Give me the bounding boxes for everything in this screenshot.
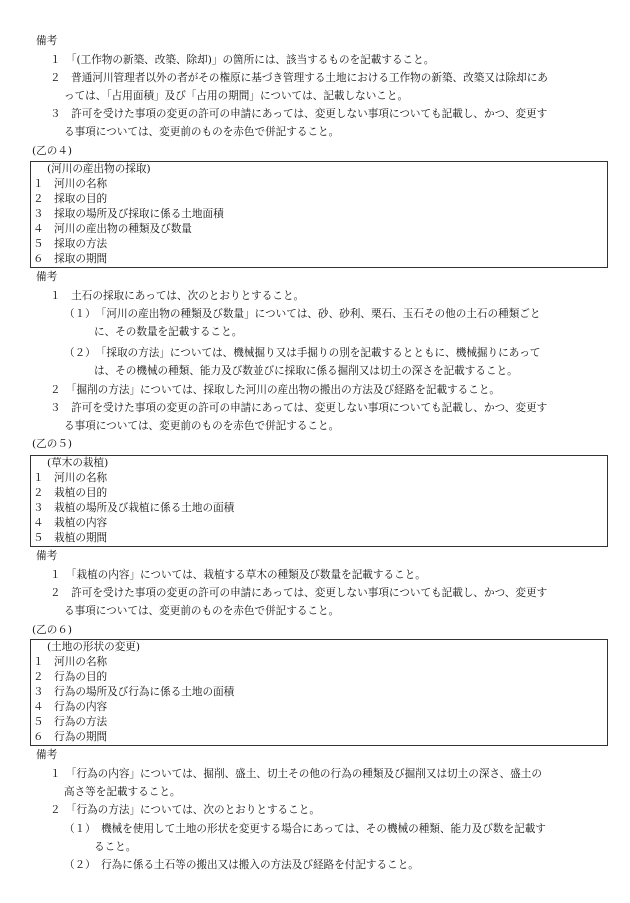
box-item-1: １ 河川の名称 bbox=[33, 656, 108, 668]
note-3-line-2: る事項については、変更前のものを赤色で併記すること。 bbox=[64, 420, 340, 432]
form-box-planting bbox=[30, 455, 608, 547]
section-label-otsu-5: (乙の５) bbox=[32, 438, 73, 450]
note-2-line-2: っては、「占用面積」及び「占用の期間」については、記載しないこと。 bbox=[64, 90, 409, 102]
box-item-4: ４ 河川の産出物の種類及び数量 bbox=[33, 223, 192, 235]
note-2-line-2: る事項については、変更前のものを赤色で併記すること。 bbox=[64, 605, 340, 617]
subnote-2-line-2: は、その機械の種類、能力及び数並びに採取に係る掘削又は切土の深さを記載すること。 bbox=[94, 365, 518, 377]
note-1: １ 「栽植の内容」については、栽植する草木の種類及び数量を記載すること。 bbox=[50, 569, 426, 581]
subnote-1-line-1: （１） 「河川の産出物の種類及び数量」については、砂、砂利、栗石、玉石その他の土石の種類ごと bbox=[64, 308, 541, 320]
note-2: ２ 「掘削の方法」については、採取した河川の産出物の搬出の方法及び経路を記載すること。 bbox=[50, 384, 501, 396]
box-item-6: ６ 採取の期間 bbox=[33, 253, 108, 265]
box-item-5: ５ 行為の方法 bbox=[33, 716, 108, 728]
box-item-2: ２ 栽植の目的 bbox=[33, 487, 108, 499]
box-item-4: ４ 行為の内容 bbox=[33, 701, 108, 713]
note-1-line-2: 高さ等を記載すること。 bbox=[64, 786, 181, 798]
note-3-line-1: ３ 許可を受けた事項の変更の許可の申請にあっては、変更しない事項についても記載し、かつ、変更す bbox=[50, 108, 548, 120]
note-1-line-1: １ 「行為の内容」については、掘削、盛土、切土その他の行為の種類及び掘削又は切土の深さ、盛土の bbox=[50, 768, 542, 780]
box-item-5: ５ 採取の方法 bbox=[33, 238, 108, 250]
box-item-4: ４ 栽植の内容 bbox=[33, 517, 108, 529]
box-item-3: ３ 栽植の場所及び栽植に係る土地の面積 bbox=[33, 502, 235, 514]
note-2-line-1: ２ 許可を受けた事項の変更の許可の申請にあっては、変更しない事項についても記載し、かつ、変更す bbox=[50, 587, 548, 599]
form-box-land-alteration bbox=[30, 639, 608, 746]
subnote-2-line-1: （２） 「採取の方法」については、機械掘り又は手掘りの別を記載するとともに、機械掘りにあって bbox=[64, 347, 541, 359]
note-3-line-1: ３ 許可を受けた事項の変更の許可の申請にあっては、変更しない事項についても記載し、かつ、変更す bbox=[50, 402, 548, 414]
notes-heading: 備考 bbox=[36, 271, 58, 283]
box-item-3: ３ 採取の場所及び採取に係る土地面積 bbox=[33, 208, 224, 220]
box-item-2: ２ 採取の目的 bbox=[33, 193, 108, 205]
section-label-otsu-6: (乙の６) bbox=[32, 624, 73, 636]
box-title: (草木の栽植) bbox=[47, 457, 109, 469]
box-title: (河川の産出物の採取) bbox=[47, 163, 151, 175]
subnote-2: （２） 行為に係る土石等の搬出又は搬入の方法及び経路を付記すること。 bbox=[64, 859, 419, 871]
section-label-otsu-4: (乙の４) bbox=[32, 145, 73, 157]
box-item-1: １ 河川の名称 bbox=[33, 178, 108, 190]
notes-heading: 備考 bbox=[36, 749, 58, 761]
notes-heading: 備考 bbox=[36, 35, 58, 47]
notes-heading: 備考 bbox=[36, 550, 58, 562]
box-item-1: １ 河川の名称 bbox=[33, 472, 108, 484]
form-box-river-products bbox=[30, 161, 608, 268]
box-title: (土地の形状の変更) bbox=[47, 641, 141, 653]
subnote-1-line-1: （１） 機械を使用して土地の形状を変更する場合にあっては、その機械の種類、能力及び数を記載す bbox=[64, 823, 546, 835]
subnote-1-line-2: に、その数量を記載すること。 bbox=[94, 326, 243, 338]
note-1: １ 「(工作物の新築、改築、除却)」の箇所には、該当するものを記載すること。 bbox=[50, 54, 435, 66]
note-1: １ 土石の採取にあっては、次のとおりとすること。 bbox=[50, 290, 305, 302]
box-item-6: ６ 行為の期間 bbox=[33, 731, 108, 743]
box-item-5: ５ 栽植の期間 bbox=[33, 532, 108, 544]
box-item-3: ３ 行為の場所及び行為に係る土地の面積 bbox=[33, 686, 235, 698]
note-3-line-2: る事項については、変更前のものを赤色で併記すること。 bbox=[64, 126, 340, 138]
subnote-1-line-2: ること。 bbox=[94, 841, 137, 853]
note-2-line-1: ２ 普通河川管理者以外の者がその権原に基づき管理する土地における工作物の新築、改築又は除却にあ bbox=[50, 72, 548, 84]
note-2: ２ 「行為の方法」については、次のとおりとすること。 bbox=[50, 804, 320, 816]
box-item-2: ２ 行為の目的 bbox=[33, 671, 108, 683]
